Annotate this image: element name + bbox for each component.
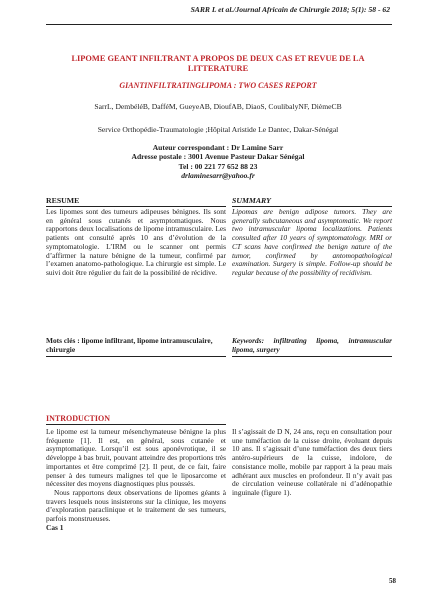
article-subtitle: GIANTINFILTRATINGLIPOMA : TWO CASES REPORT <box>119 81 317 90</box>
corresponding-author: Auteur correspondant : Dr Lamine Sarr <box>152 143 284 152</box>
introduction-rule <box>46 424 226 425</box>
intro-paragraph-1: Le lipome est la tumeur mésenchymateuse bénigne la plus fréquente [1]. Il est, en général, sous cutanée et asymptomatique. Lorsqu’il est sous aponévrotique, il se développe à bas bruit, pouvant atteindre des proportions très importantes et être comprimé [2]. Il peut, de ce fait, faire penser à des tumeurs malignes tel que le liposarcome et nécessiter des moyens diagnostiques plus poussés. <box>46 427 226 489</box>
case-1-paragraph: Il s’agissait de D N, 24 ans, reçu en consultation pour une tuméfaction de la cuisse droite, évoluant depuis 10 ans. Il s’agissait d’une tuméfaction des deux tiers antéro-supérieurs de la cuisse, indolore, de consistance molle, mobile par rapport à la peau mais adhérant aux muscles en profondeur. Il n’y avait pas de circulation veineuse collatérale ni d’adénopathie inguinale (figure 1). <box>232 427 392 497</box>
resume-heading: RESUME <box>46 196 80 205</box>
summary-paragraph: Lipomas are benign adipose tumors. They are generally subcutaneous and asymptomatic. We report two intramuscular lipoma localizations. Patients consulted after 10 years of symptomatology. MRI or CT scans have confirmed the benign nature of the tumor, confirmed by antomopathological examination. Surgery is simple. Follow-up should be regular because of the possibility of recidivism. <box>232 207 392 277</box>
article-title: LIPOME GEANT INFILTRANT A PROPOS DE DEUX CAS ET REVUE DE LA LITTERATURE <box>71 54 365 73</box>
introduction-heading: INTRODUCTION <box>46 414 111 423</box>
postal-address: Adresse postale : 3001 Avenue Pasteur Dakar Sénégal <box>131 152 305 162</box>
summary-heading: SUMMARY <box>232 196 271 205</box>
introduction-left-column <box>46 428 226 532</box>
author-list: SarrL, DembéléB, DafféM, GueyeAB, DioufAB, DiaoS, CoulibalyNF, DièmeCB <box>94 102 342 111</box>
telephone: Tel : 00 221 77 652 88 23 <box>178 161 258 171</box>
summary-text <box>232 208 392 278</box>
summary-bottom-rule <box>232 356 392 357</box>
resume-bottom-rule <box>46 356 226 357</box>
email-link[interactable]: drlaminesarr@yahoo.fr <box>181 171 255 181</box>
resume-paragraph: Les lipomes sont des tumeurs adipeuses bénignes. Ils sont en général sous cutanés et asymptomatiques. Nous rapportons deux localisations de lipome intramusculaire. Les patients ont consulté après 10 ans d’évolution de la symptomatologie. L’IRM ou le scanner ont permis d’affirmer la nature bénigne de la tumeur, confirmé par l’examen anatomo-pathologique. La chirurgie est simple. Le suivi doit être régulier du fait de la possibilité de récidive. <box>46 207 226 277</box>
correspondence-block <box>60 143 376 181</box>
resume-text <box>46 208 226 278</box>
resume-keywords: Mots clés : lipome infiltrant, lipome intramusculaire, chirurgie <box>46 336 213 354</box>
header-rule <box>46 24 392 25</box>
journal-header: SARR L et al./Journal Africain de Chirurgie 2018; 5(1): 58 - 62 <box>190 5 390 14</box>
introduction-right-column <box>232 428 392 498</box>
affiliation: Service Orthopédie-Traumatologie ;Hôpital Aristide Le Dantec, Dakar-Sénégal <box>97 125 339 134</box>
page-number: 58 <box>389 577 396 585</box>
intro-paragraph-2: Nous rapportons deux observations de lipomes géants à travers lesquels nous insisterons sur la clinique, les moyens d’exploration paraclinique et le traitement de ses tumeurs, parfois monstrueuses. <box>46 487 226 524</box>
summary-keywords: Keywords: infiltrating lipoma, intramuscular lipoma, surgery <box>232 336 392 354</box>
case-1-heading: Cas 1 <box>46 522 64 532</box>
